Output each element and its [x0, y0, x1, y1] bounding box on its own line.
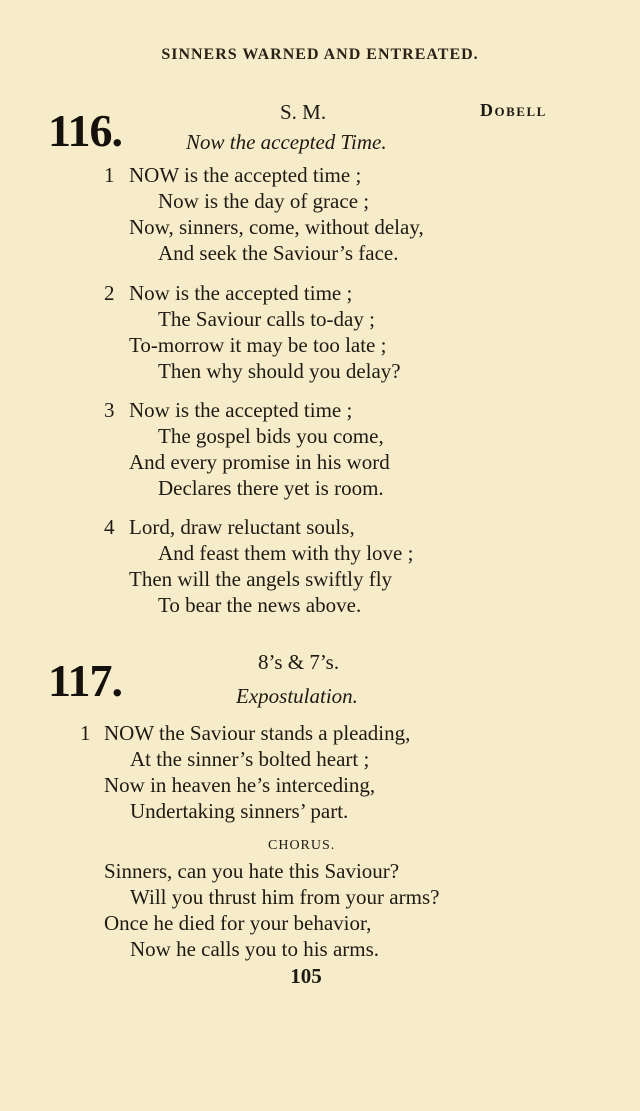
- verse-line: NOW is the accepted time ;: [129, 163, 362, 187]
- verse-line: Lord, draw reluctant souls,: [129, 515, 355, 539]
- chorus-line: Now he calls you to his arms.: [130, 937, 380, 961]
- hymn-title: Now the accepted Time.: [186, 130, 387, 154]
- verse-line: To bear the news above.: [158, 593, 362, 617]
- verse-line: And seek the Saviour’s face.: [158, 241, 399, 265]
- verse-line: Now is the accepted time ;: [129, 281, 353, 305]
- verse-line: The gospel bids you come,: [158, 424, 384, 448]
- verse-line: To-morrow it may be too late ;: [129, 333, 387, 357]
- running-head: SINNERS WARNED AND ENTREATED.: [161, 46, 479, 63]
- verse-line: Declares there yet is room.: [158, 476, 384, 500]
- verse-line: Now in heaven he’s interceding,: [104, 773, 376, 797]
- hymn-meter: 8’s & 7’s.: [258, 650, 340, 674]
- page-number: 105: [290, 964, 322, 988]
- hymn-composer: Dobell: [480, 100, 547, 120]
- verse-number: 2: [104, 281, 115, 305]
- chorus-line: Will you thrust him from your arms?: [130, 885, 440, 909]
- verse-line: Now is the day of grace ;: [158, 189, 370, 213]
- hymn-number: 117.: [48, 655, 122, 706]
- verse-number: 1: [80, 721, 91, 745]
- verse-line: And feast them with thy love ;: [158, 541, 414, 565]
- verse-line: Now is the accepted time ;: [129, 398, 353, 422]
- hymn-title: Expostulation.: [236, 684, 358, 708]
- verse-line: Undertaking sinners’ part.: [130, 799, 349, 823]
- verse-number: 4: [104, 515, 115, 539]
- verse-line: The Saviour calls to-day ;: [158, 307, 375, 331]
- verse-line: NOW the Saviour stands a pleading,: [104, 721, 411, 745]
- verse-line: At the sinner’s bolted heart ;: [130, 747, 370, 771]
- verse-number: 3: [104, 398, 115, 422]
- verse-line: And every promise in his word: [129, 450, 390, 474]
- chorus-line: Once he died for your behavior,: [104, 911, 372, 935]
- verse-number: 1: [104, 163, 115, 187]
- hymn-meter: S. M.: [280, 100, 327, 124]
- chorus-line: Sinners, can you hate this Saviour?: [104, 859, 400, 883]
- verse-line: Then will the angels swiftly fly: [129, 567, 393, 591]
- hymn-number: 116.: [48, 105, 122, 156]
- chorus-label: CHORUS.: [268, 838, 336, 853]
- verse-line: Then why should you delay?: [158, 359, 401, 383]
- verse-line: Now, sinners, come, without delay,: [129, 215, 424, 239]
